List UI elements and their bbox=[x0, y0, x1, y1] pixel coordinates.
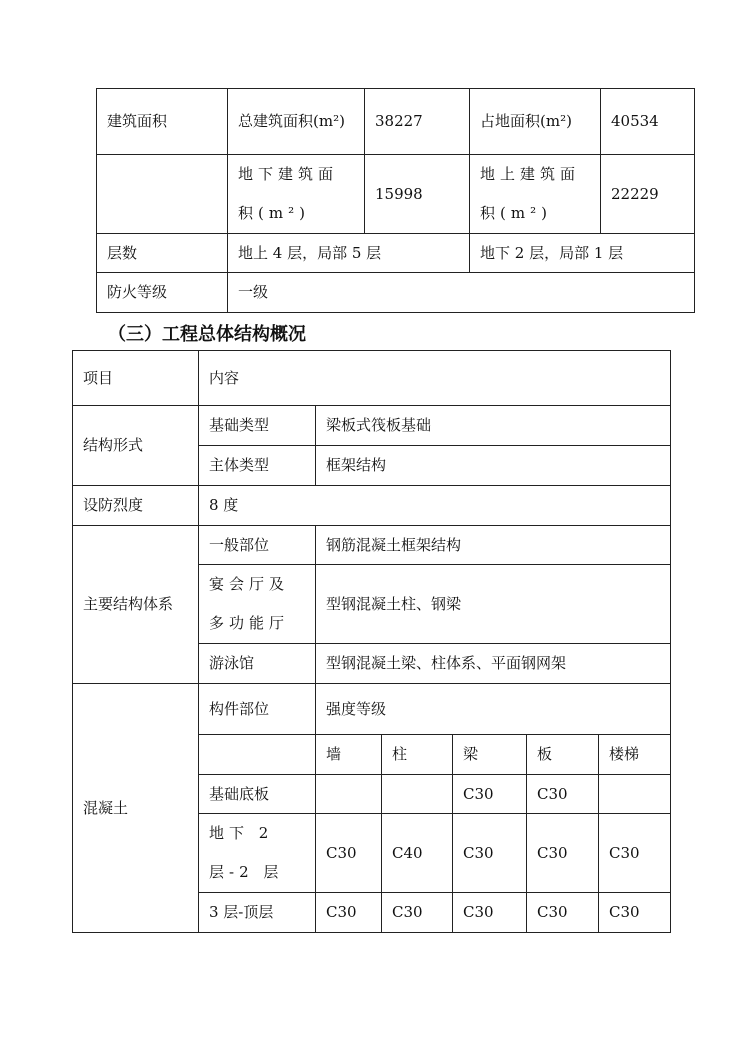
cell bbox=[96, 272, 228, 313]
cell bbox=[198, 734, 316, 775]
table-cell bbox=[598, 813, 671, 893]
value: C30 bbox=[392, 903, 423, 921]
label: 地下建筑面积(m²) bbox=[238, 165, 339, 222]
label: 楼梯 bbox=[609, 745, 640, 763]
value: C30 bbox=[609, 903, 640, 921]
label: 主要结构体系 bbox=[83, 595, 174, 613]
value: C40 bbox=[392, 843, 423, 862]
cell bbox=[72, 485, 199, 526]
row-label bbox=[198, 892, 316, 933]
label: 混凝土 bbox=[83, 798, 129, 817]
label: 基础底板 bbox=[209, 784, 270, 803]
label: 3 层-顶层 bbox=[209, 903, 274, 921]
table-cell bbox=[598, 774, 671, 814]
cell bbox=[315, 564, 671, 644]
section-heading: （三）工程总体结构概况 bbox=[108, 324, 306, 345]
label: 总建筑面积(m²) bbox=[238, 112, 345, 130]
cell bbox=[198, 350, 671, 406]
label: 主体类型 bbox=[209, 456, 270, 474]
table-cell bbox=[452, 892, 527, 933]
cell bbox=[198, 683, 316, 735]
cell bbox=[96, 88, 228, 155]
cell bbox=[72, 405, 199, 486]
cell bbox=[227, 233, 470, 273]
table-cell bbox=[381, 774, 453, 814]
value: 框架结构 bbox=[326, 456, 387, 474]
header: 内容 bbox=[209, 368, 240, 387]
table-cell bbox=[452, 813, 527, 893]
table-cell bbox=[526, 774, 599, 814]
label: 基础类型 bbox=[209, 416, 270, 434]
cell bbox=[198, 485, 671, 526]
cell bbox=[227, 88, 365, 155]
label: 层数 bbox=[107, 243, 138, 262]
value: C30 bbox=[537, 843, 568, 862]
value: 地下 2 层，局部 1 层 bbox=[480, 243, 624, 262]
header: 项目 bbox=[83, 368, 114, 387]
cell bbox=[364, 154, 470, 234]
label: 梁 bbox=[463, 745, 479, 763]
label: 结构形式 bbox=[83, 436, 144, 454]
value: 型钢混凝土柱、钢梁 bbox=[326, 594, 462, 613]
cell bbox=[198, 643, 316, 684]
label: 强度等级 bbox=[326, 699, 387, 718]
value: C30 bbox=[326, 903, 357, 921]
cell bbox=[600, 154, 695, 234]
cell bbox=[469, 88, 601, 155]
cell bbox=[227, 272, 695, 313]
value: 梁板式筏板基础 bbox=[326, 416, 432, 434]
value: C30 bbox=[537, 784, 568, 803]
table-cell bbox=[598, 892, 671, 933]
value: 型钢混凝土梁、柱体系、平面钢网架 bbox=[326, 654, 567, 672]
column-header bbox=[452, 734, 527, 775]
cell bbox=[315, 683, 671, 735]
value: 一级 bbox=[238, 283, 269, 301]
value: C30 bbox=[463, 903, 494, 921]
cell bbox=[315, 525, 671, 565]
value: C30 bbox=[537, 903, 568, 921]
cell bbox=[600, 88, 695, 155]
value: C30 bbox=[609, 843, 640, 862]
label: 游泳馆 bbox=[209, 654, 255, 672]
value: 8 度 bbox=[209, 496, 239, 514]
cell bbox=[469, 233, 695, 273]
cell bbox=[198, 445, 316, 486]
column-header bbox=[381, 734, 453, 775]
column-header bbox=[526, 734, 599, 775]
value: 地上 4 层，局部 5 层 bbox=[238, 243, 382, 262]
label: 柱 bbox=[392, 745, 408, 763]
cell bbox=[315, 643, 671, 684]
value: 40534 bbox=[611, 112, 659, 130]
label: 构件部位 bbox=[209, 699, 270, 718]
row-label bbox=[198, 774, 316, 814]
column-header bbox=[598, 734, 671, 775]
cell bbox=[96, 154, 228, 234]
label: 一般部位 bbox=[209, 535, 270, 554]
label: 墙 bbox=[326, 745, 342, 763]
label: 防火等级 bbox=[107, 283, 168, 301]
table-cell bbox=[315, 774, 382, 814]
label: 设防烈度 bbox=[83, 496, 144, 514]
table-cell bbox=[526, 813, 599, 893]
label: 占地面积(m²) bbox=[480, 112, 572, 130]
table-cell bbox=[381, 813, 453, 893]
value: C30 bbox=[326, 843, 357, 862]
cell bbox=[315, 445, 671, 486]
cell bbox=[72, 683, 199, 933]
cell bbox=[198, 564, 316, 644]
cell bbox=[364, 88, 470, 155]
table-cell bbox=[315, 813, 382, 893]
table-cell bbox=[526, 892, 599, 933]
label: 地上建筑面积(m²) bbox=[480, 165, 581, 222]
value: C30 bbox=[463, 784, 494, 803]
cell bbox=[315, 405, 671, 446]
cell bbox=[198, 525, 316, 565]
cell bbox=[72, 525, 199, 684]
value: 钢筋混凝土框架结构 bbox=[326, 535, 462, 554]
label: 地下 2 层-2 层 bbox=[209, 824, 284, 881]
value: 22229 bbox=[611, 184, 659, 203]
cell bbox=[72, 350, 199, 406]
table-cell bbox=[315, 892, 382, 933]
label: 建筑面积 bbox=[107, 112, 168, 130]
row-label bbox=[198, 813, 316, 893]
label: 宴会厅及多功能厅 bbox=[209, 575, 290, 632]
value: 38227 bbox=[375, 112, 423, 130]
cell bbox=[469, 154, 601, 234]
column-header bbox=[315, 734, 382, 775]
cell bbox=[198, 405, 316, 446]
cell bbox=[96, 233, 228, 273]
value: C30 bbox=[463, 843, 494, 862]
table-cell bbox=[381, 892, 453, 933]
cell bbox=[227, 154, 365, 234]
label: 板 bbox=[537, 745, 553, 763]
table-cell bbox=[452, 774, 527, 814]
value: 15998 bbox=[375, 184, 423, 203]
